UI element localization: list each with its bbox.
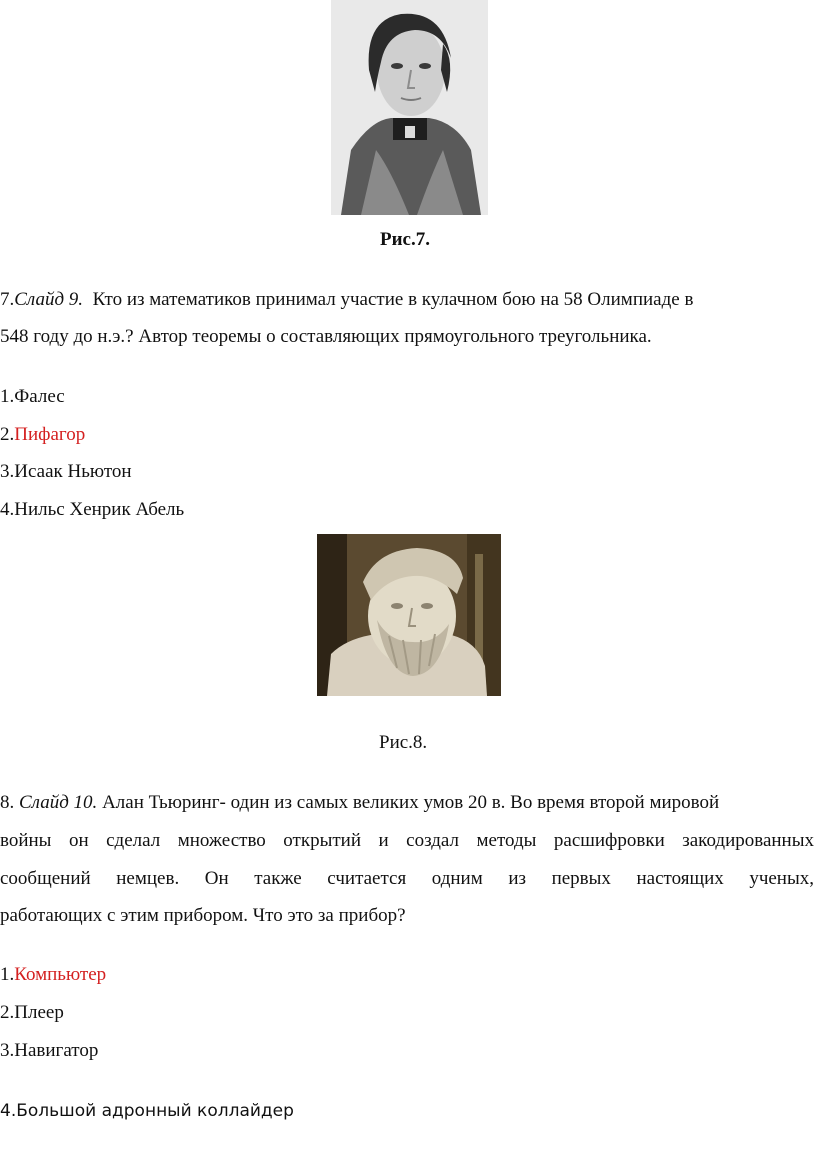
question7-text-line1: Кто из математиков принимал участие в кулачном бою на 58 Олимпиаде в (92, 289, 694, 310)
question7-text-line2: 548 году до н.э.? Автор теоремы о составляющих прямоугольного треугольника. (0, 326, 652, 347)
option-item (0, 461, 132, 483)
question8-line1 (0, 792, 719, 814)
question8-slide: Слайд 10. (19, 792, 98, 813)
question7-line1 (0, 289, 693, 311)
option-item-correct (0, 424, 85, 446)
option-item (0, 499, 184, 521)
option-number: 2. (0, 424, 15, 445)
question7-number: 7. (0, 289, 15, 310)
question8-text-line2: войны он сделал множество открытий и создал методы расшифровки закодированных (0, 830, 814, 851)
figure8-caption: Рис.8. (379, 732, 428, 753)
option-number: 2. (0, 1002, 15, 1023)
option-number: 3. (0, 1040, 15, 1061)
question8-text-line1: Алан Тьюринг- один из самых великих умов 20 в. Во время второй мировой (102, 792, 720, 813)
question8-text-line3: сообщений немцев. Он также считается одним из первых настоящих ученых, (0, 868, 814, 889)
option-text: Большой адронный коллайдер (16, 1101, 294, 1121)
question8-number: 8. (0, 792, 15, 813)
option-item-correct (0, 964, 106, 986)
option-number: 4. (0, 499, 15, 520)
question7-slide: Слайд 9. (14, 289, 84, 310)
bust-photo (317, 534, 501, 696)
figure7-caption: Рис.7. (380, 229, 430, 250)
option-text-correct: Пифагор (14, 424, 86, 445)
option-text-correct: Компьютер (14, 964, 107, 985)
option-text: Исаак Ньютон (14, 461, 132, 482)
option-number: 1. (0, 964, 15, 985)
option-text: Плеер (14, 1002, 64, 1023)
option-number: 4. (0, 1101, 17, 1121)
option-number: 1. (0, 386, 15, 407)
option-text: Навигатор (14, 1040, 99, 1061)
option-text: Фалес (14, 386, 65, 407)
option-item (0, 1100, 294, 1122)
option-item (0, 1002, 64, 1024)
question8-text-line4: работающих с этим прибором. Что это за прибор? (0, 905, 406, 926)
option-item (0, 386, 65, 408)
option-number: 3. (0, 461, 15, 482)
option-item (0, 1040, 98, 1062)
portrait-photo (331, 0, 488, 215)
option-text: Нильс Хенрик Абель (14, 499, 185, 520)
